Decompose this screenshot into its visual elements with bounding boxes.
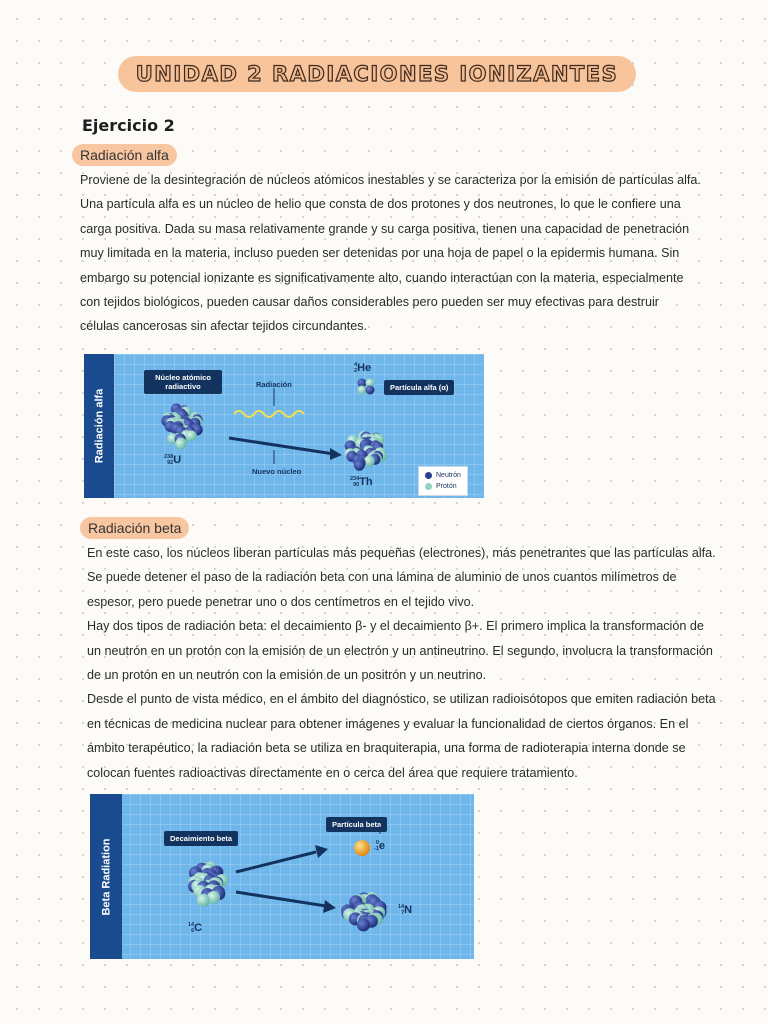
helium-symbol	[354, 362, 371, 374]
thorium-symbol	[350, 476, 373, 488]
radiation-wave	[234, 411, 304, 417]
beta-arrow-up-line	[236, 852, 316, 872]
beta-side-label: Beta Radiation	[100, 837, 113, 916]
beta-paragraph	[87, 541, 716, 785]
beta-line: espesor, pero puede penetrar uno o dos centímetros en el tejido vivo.	[87, 594, 475, 609]
beta-particle-label: Partícula beta	[326, 817, 387, 832]
beta-electron	[354, 840, 370, 856]
legend	[418, 466, 468, 496]
carbon-symbol	[188, 922, 202, 934]
alpha-arrow-line	[229, 438, 334, 454]
beta-diagram	[90, 794, 474, 959]
nucleon	[354, 460, 365, 471]
nitrogen-letter: N	[404, 904, 413, 916]
alpha-line: embargo su potencial ionizante es significativamente alto, cuando interactúan con la materia, especialmente	[80, 270, 684, 285]
alpha-paragraph	[80, 168, 701, 339]
beta-line: colocan fuentes radioactivas directamente en o cerca del área que requiere tratamiento.	[87, 765, 578, 780]
helium-mass: 4	[354, 362, 358, 369]
beta-arrow-down-line	[236, 892, 326, 906]
carbon-letter: C	[194, 922, 203, 934]
page-title: UNIDAD 2 RADIACIONES IONIZANTES	[135, 62, 619, 86]
beta-line: de un protón en un neutrón con la emisión de un positrón y un neutrino.	[87, 668, 487, 683]
alpha-line: con tejidos biológicos, pueden causar daños considerables pero pueden ser muy efectivas para destruir	[80, 295, 659, 310]
uranium-letter: U	[173, 454, 182, 466]
thorium-letter: Th	[359, 476, 373, 488]
proton-swatch	[425, 483, 432, 490]
thorium-nucleus	[345, 431, 387, 471]
legend-proton-label: Protón	[436, 483, 457, 490]
beta-decay-label: Decaimiento beta	[164, 831, 238, 846]
alpha-line: Proviene de la desintegración de núcleos atómicos inestables y se caracteriza por la emisión de partículas alfa.	[80, 173, 701, 187]
legend-neutron-label: Neutrón	[436, 472, 461, 479]
alpha-side-label: Radiación alfa	[93, 388, 106, 464]
title-banner	[118, 56, 636, 92]
helium-number: 2	[354, 368, 358, 375]
beta-line: ámbito terapéutico, la radiación beta se utiliza en braquiterapia, una forma de radioterapia interna donde se	[87, 741, 686, 756]
nucleus-label: Núcleo atómico radiactivo	[144, 370, 222, 394]
alpha-arrow-head	[330, 448, 342, 460]
alpha-tag: Radiación alfa	[72, 144, 177, 166]
legend-neutron	[425, 470, 461, 481]
radiation-label: Radiación	[256, 380, 292, 389]
carbon-nucleus	[188, 862, 228, 907]
nucleon	[197, 894, 210, 907]
alpha-line: carga positiva. Dada su masa relativamente grande y su carga positiva, tienen una capacidad de penetración	[80, 221, 690, 236]
uranium-mass: 238	[164, 454, 174, 461]
beta-arrow-up-head	[315, 845, 328, 858]
carbon-mass: 14	[188, 922, 195, 929]
beta-arrow-down-head	[323, 900, 336, 913]
neutron-swatch	[425, 472, 432, 479]
nucleon	[175, 438, 186, 449]
alpha-particle	[358, 379, 375, 395]
uranium-symbol	[164, 454, 181, 466]
beta-line: Se puede detener el paso de la radiación beta con una lámina de aluminio de unos cuantos milímetros de	[87, 570, 677, 585]
beta-tag: Radiación beta	[80, 517, 189, 539]
helium-letter: He	[357, 362, 372, 374]
electron-number: -1	[374, 846, 379, 853]
nucleon	[186, 430, 197, 441]
beta-graphics	[90, 794, 474, 959]
uranium-number: 92	[167, 460, 174, 467]
beta-line: en técnicas de medicina nuclear para obtener imágenes y evaluar la funcionalidad de ciertos órganos. En el	[87, 716, 689, 731]
beta-line: En este caso, los núcleos liberan partículas más pequeñas (electrones), más penetrantes que las partículas alfa.	[87, 546, 716, 560]
thorium-mass: 234	[350, 476, 360, 483]
beta-line: Desde el punto de vista médico, en el ámbito del diagnóstico, se utilizan radioisótopos que emiten radiación beta	[87, 692, 716, 707]
electron-letter: e	[378, 840, 386, 852]
alpha-line: muy limitada en la materia, incluso pueden ser detenidas por una hoja de papel o la epidermis humana. Sin	[80, 246, 680, 261]
nitrogen-mass: 14	[398, 904, 405, 911]
nucleon	[357, 918, 370, 931]
uranium-nucleus	[161, 404, 203, 450]
exercise-heading: Ejercicio 2	[82, 116, 175, 135]
nitrogen-number: 7	[401, 910, 405, 917]
alpha-line: Una partícula alfa es un núcleo de helio que consta de dos protones y dos neutrones, lo que le confiere una	[80, 197, 681, 212]
alpha-particle-label: Partícula alfa (α)	[384, 380, 454, 395]
beta-line: Hay dos tipos de radiación beta: el decaimiento β- y el decaimiento β+. El primero implica la transformación de	[87, 619, 704, 634]
nitrogen-symbol	[398, 904, 412, 916]
thorium-number: 90	[353, 482, 360, 489]
beta-line: un neutrón en un protón con la emisión de un electrón y un antineutrino. El segundo, involucra la transformación	[87, 643, 713, 658]
electron-mass: 0	[375, 840, 379, 847]
alpha-diagram	[84, 354, 484, 498]
carbon-number: 6	[191, 928, 195, 935]
electron-symbol	[374, 840, 385, 852]
new-nucleus-label: Nuevo núcleo	[252, 467, 302, 476]
nucleon	[364, 456, 375, 467]
legend-proton	[425, 481, 461, 492]
alpha-line: células cancerosas sin afectar tejidos circundantes.	[80, 319, 368, 334]
nitrogen-nucleus	[341, 892, 386, 931]
